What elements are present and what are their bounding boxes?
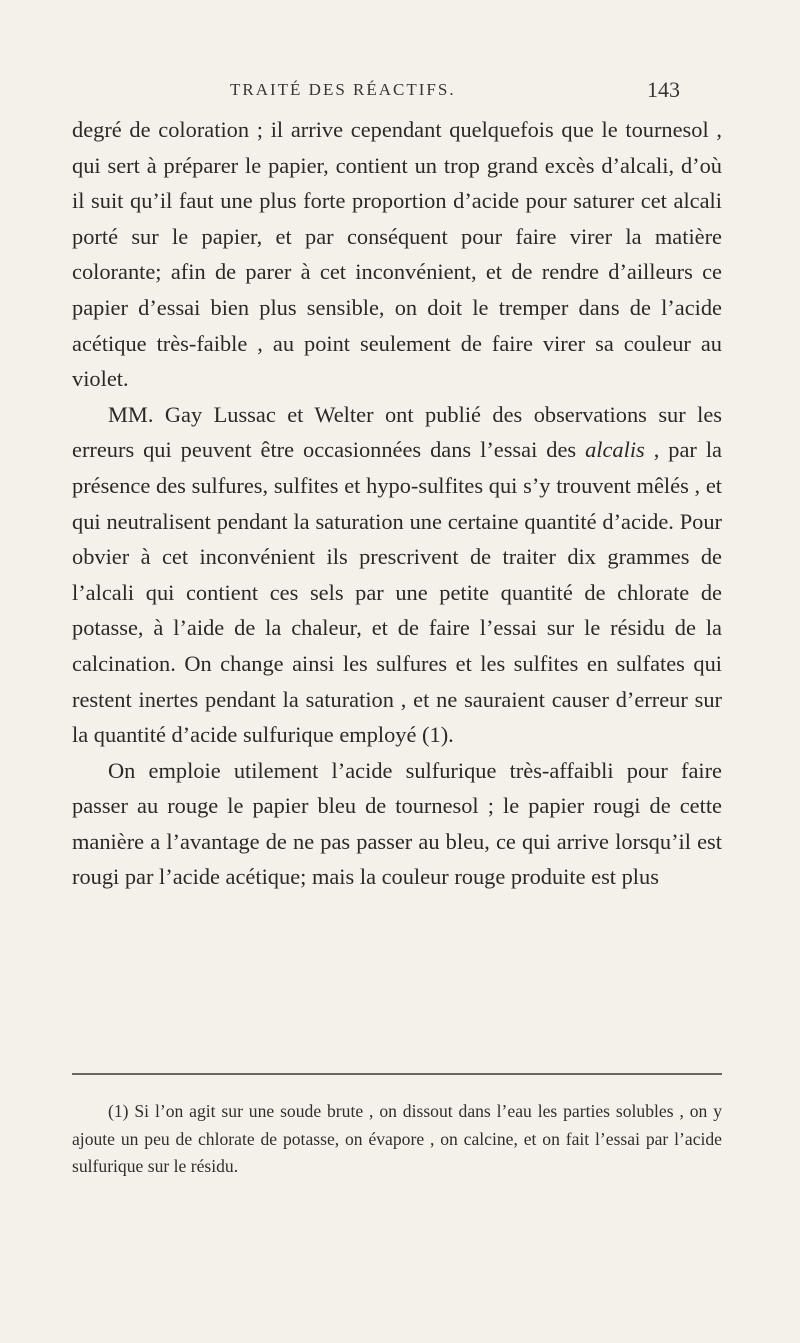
footnote-rule xyxy=(72,1073,722,1075)
page-number: 143 xyxy=(647,77,680,102)
footnote-text: (1) Si l’on agit sur une soude brute , on dissout dans l’eau les parties solubles , on y ajoute un peu de chlorate de potasse, on évapore , on calcine, et on fait l’essai par l’acide sulfurique sur le résidu. xyxy=(72,1101,722,1176)
body-text xyxy=(72,112,722,895)
paragraph-2-text-a: MM. Gay Lussac et Welter ont publié des observations sur les erreurs qui peuvent être occasionnées dans l’essai des xyxy=(72,401,722,463)
running-title: TRAITÉ DES RÉACTIFS. xyxy=(230,80,456,99)
footnote xyxy=(72,1098,722,1181)
paragraph-1 xyxy=(72,112,722,397)
paragraph-3-text: On emploie utilement l’acide sulfurique très-affaibli pour faire passer au rouge le papier bleu de tournesol ; le papier rougi de cette manière a l’avantage de ne pas passer au bleu, ce qui arrive lorsqu’il est rougi par l’acide acétique; mais la couleur rouge produite est plus xyxy=(72,757,722,890)
paragraph-2 xyxy=(72,397,722,753)
paragraph-2-text-b: , par la présence des sulfures, sulfites et hypo-sulfites qui s’y trouvent mêlés , et qui neutralisent pendant la saturation une certaine quantité d’acide. Pour obvier à cet inconvénient ils prescrivent de traiter dix grammes de l’alcali qui contient ces sels par une petite quantité de chlorate de potasse, à l’aide de la chaleur, et de faire l’essai sur le résidu de la calcination. On change ainsi les sulfures et les sulfites en sulfates qui restent inertes pendant la saturation , et ne sauraient causer d’erreur sur la quantité d’acide sulfurique employé (1). xyxy=(72,437,722,748)
paragraph-2-italic: alcalis xyxy=(585,437,645,463)
paragraph-1-text: degré de coloration ; il arrive cependant quelquefois que le tournesol , qui sert à préparer le papier, contient un trop grand excès d’alcali, d’où il suit qu’il faut une plus forte proportion d’acide pour saturer cet alcali porté sur le papier, et par conséquent pour faire virer la matière colorante; afin de parer à cet inconvénient, et de rendre d’ailleurs ce papier d’essai bien plus sensible, on doit le tremper dans de l’acide acétique très-faible , au point seulement de faire virer sa couleur au violet. xyxy=(72,117,722,392)
paragraph-3 xyxy=(72,753,722,895)
running-head xyxy=(160,77,680,110)
